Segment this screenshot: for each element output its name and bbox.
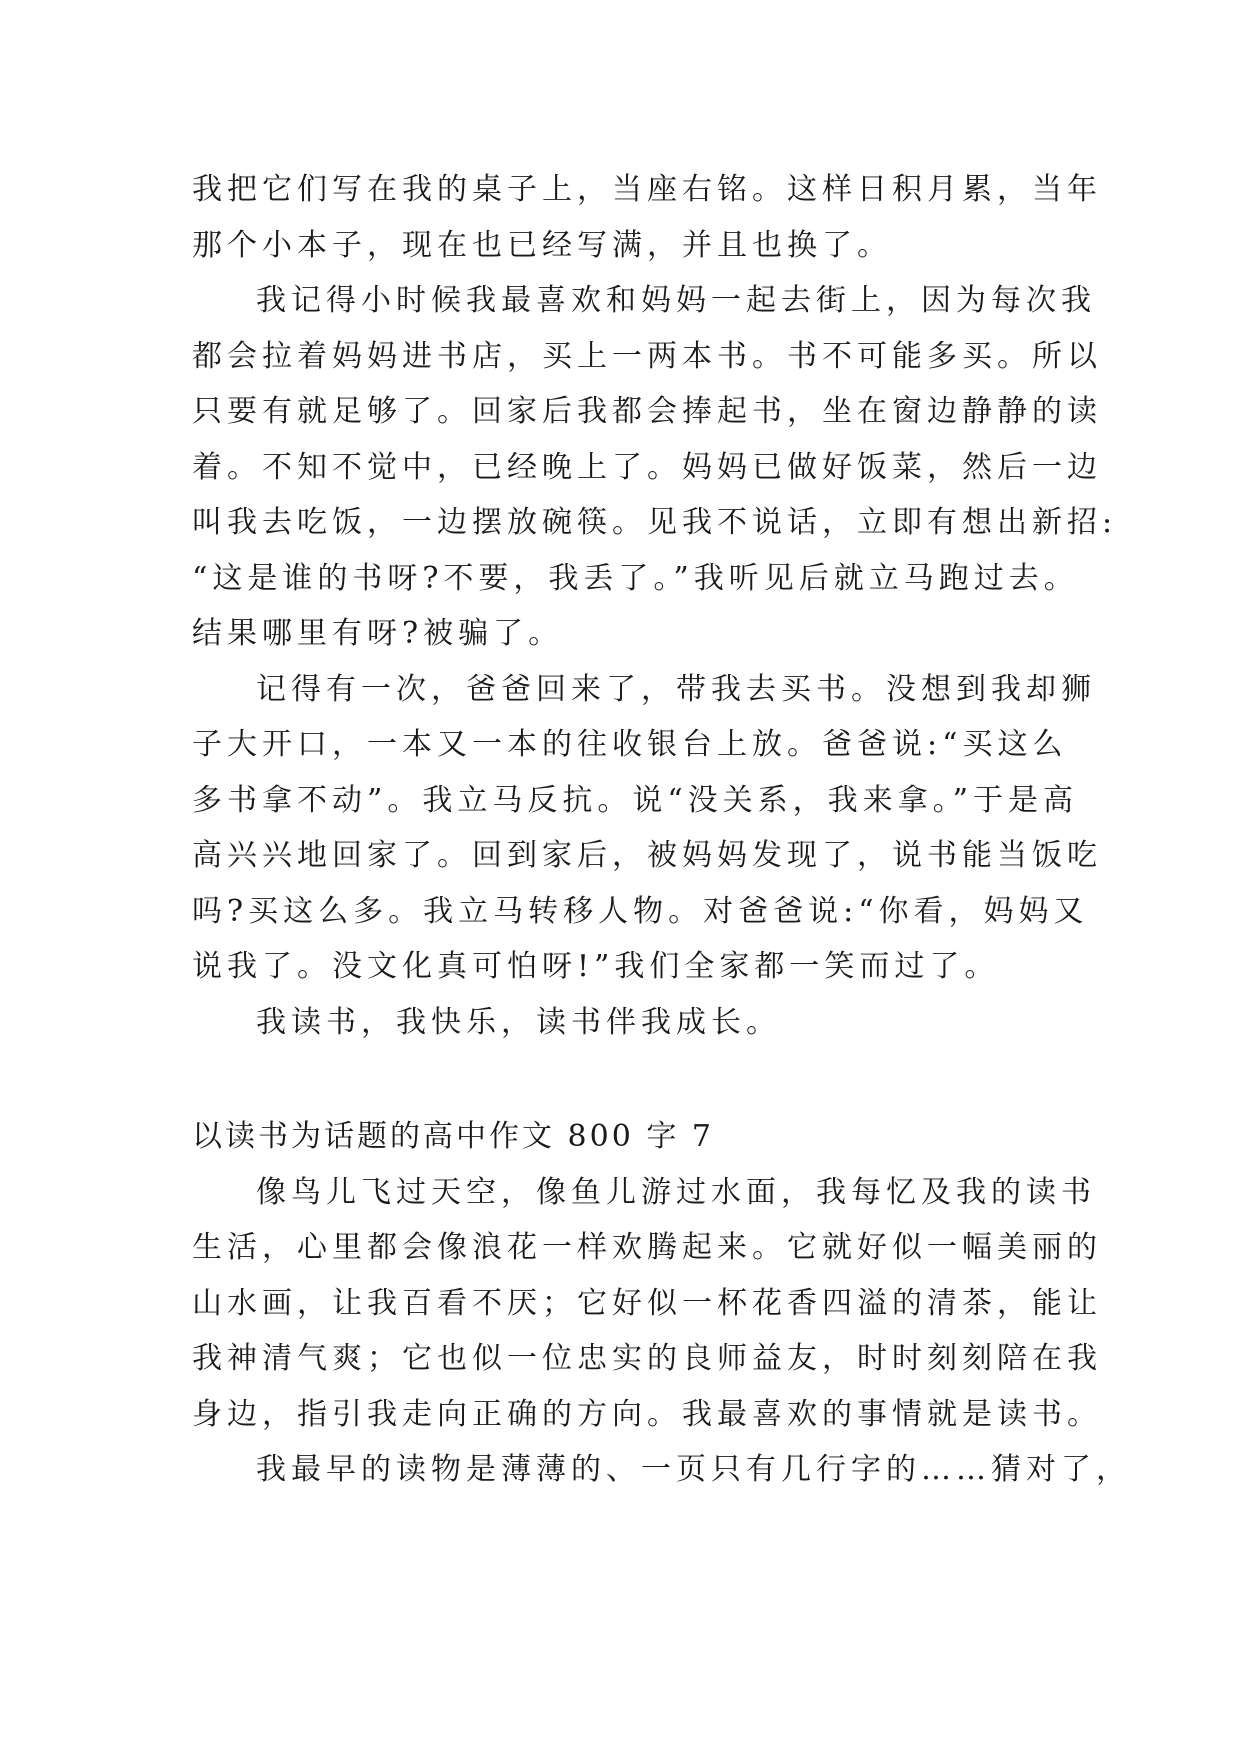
text-line: 山水画，让我百看不厌；它好似一杯花香四溢的清茶，能让 [192,1286,1102,1321]
text-line: 子大开口，一本又一本的往收银台上放。爸爸说:“买这么 [192,727,1068,762]
text-line: 我把它们写在我的桌子上，当座右铭。这样日积月累，当年 [192,172,1102,207]
text-line: 叫我去吃饭，一边摆放碗筷。见我不说话，立即有想出新招: [192,505,1118,540]
text-line: 高兴兴地回家了。回到家后，被妈妈发现了，说书能当饭吃 [192,838,1102,873]
paragraph-start-line: 我读书，我快乐，读书伴我成长。 [256,1005,781,1040]
paragraph-start-line: 记得有一次，爸爸回来了，带我去买书。没想到我却狮 [256,672,1096,707]
text-line: 只要有就足够了。回家后我都会捧起书，坐在窗边静静的读 [192,394,1102,429]
text-line: 那个小本子，现在也已经写满，并且也换了。 [192,228,892,263]
text-line: 生活，心里都会像浪花一样欢腾起来。它就好似一幅美丽的 [192,1230,1102,1265]
text-line: “这是谁的书呀?不要，我丢了。”我听见后就立马跑过去。 [192,561,1079,596]
text-line: 都会拉着妈妈进书店，买上一两本书。书不可能多买。所以 [192,339,1102,374]
text-line: 结果哪里有呀?被骗了。 [192,616,564,651]
paragraph-start-line: 我记得小时候我最喜欢和妈妈一起去街上，因为每次我 [256,283,1096,318]
paragraph-start-line: 像鸟儿飞过天空，像鱼儿游过水面，我每忆及我的读书 [256,1175,1096,1210]
text-line: 说我了。没文化真可怕呀!”我们全家都一笑而过了。 [192,949,1000,984]
text-line: 身边，指引我走向正确的方向。我最喜欢的事情就是读书。 [192,1397,1102,1432]
paragraph-start-line: 我最早的读物是薄薄的、一页只有几行字的……猜对了， [256,1452,1131,1487]
section-heading: 以读书为话题的高中作文 800 字 7 [192,1119,714,1154]
text-line: 吗?买这么多。我立马转移人物。对爸爸说:“你看，妈妈又 [192,894,1089,929]
text-line: 我神清气爽；它也似一位忠实的良师益友，时时刻刻陪在我 [192,1341,1102,1376]
text-line: 多书拿不动”。我立马反抗。说“没关系，我来拿。”于是高 [192,783,1079,818]
text-line: 着。不知不觉中，已经晚上了。妈妈已做好饭菜，然后一边 [192,450,1102,485]
